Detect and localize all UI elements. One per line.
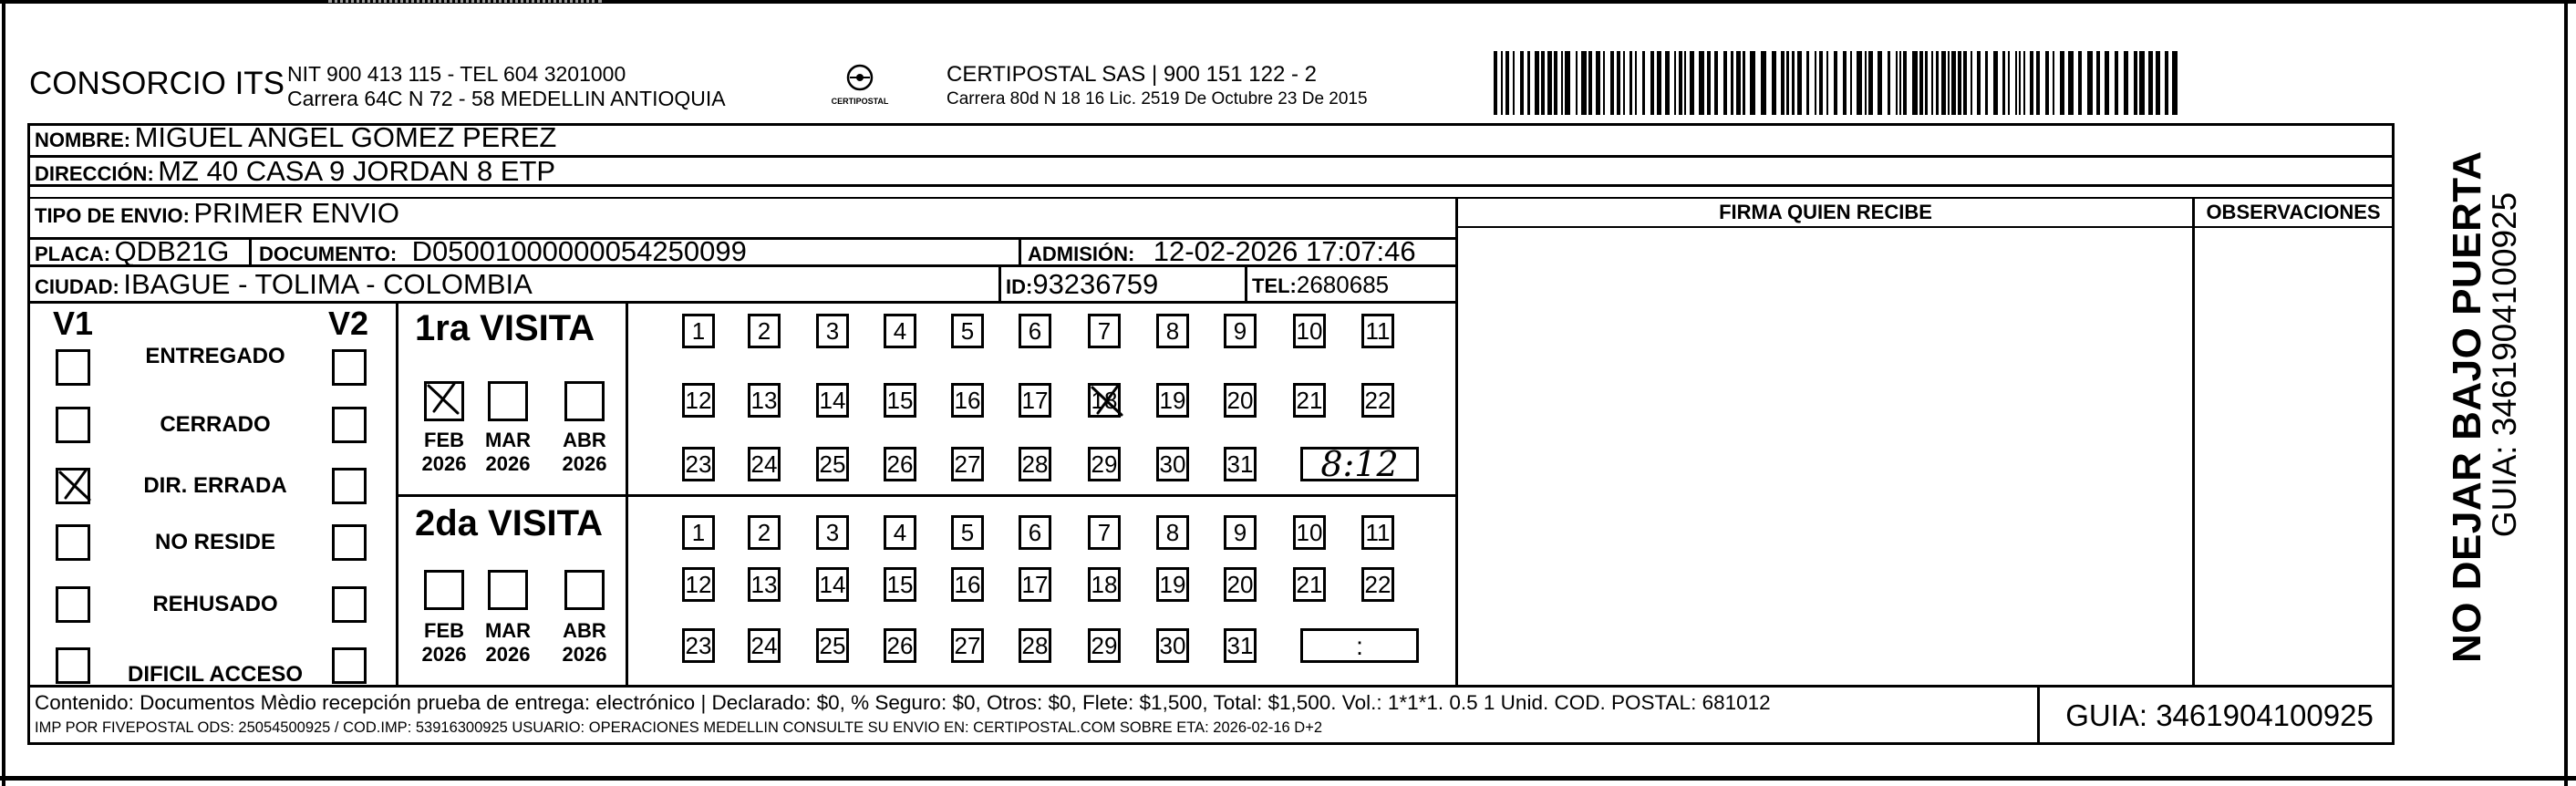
day-checkbox[interactable]: 2 xyxy=(748,515,781,550)
day-checkbox[interactable]: 5 xyxy=(951,515,984,550)
day-checkbox[interactable]: 11 xyxy=(1361,314,1394,348)
day-checkbox[interactable]: 30 xyxy=(1156,628,1189,663)
logo-text: CERTIPOSTAL xyxy=(831,97,889,106)
carrier-address: Carrera 80d N 18 16 Lic. 2519 De Octubre 23 De 2015 xyxy=(947,89,1368,109)
day-checkbox[interactable]: 11 xyxy=(1361,515,1394,550)
day-checkbox[interactable]: 26 xyxy=(884,447,916,481)
placa-value: QDB21G xyxy=(114,235,230,267)
day-checkbox[interactable]: 16 xyxy=(951,567,984,602)
ciudad-cell xyxy=(35,268,533,301)
no-dejar-bajo-puerta: NO DEJAR BAJO PUERTA xyxy=(2445,150,2489,663)
month-checkbox[interactable] xyxy=(424,381,464,421)
id-label: ID: xyxy=(1006,275,1033,298)
status-label: ENTREGADO xyxy=(145,344,285,368)
day-checkbox[interactable]: 28 xyxy=(1019,628,1051,663)
month-name: ABR xyxy=(563,429,606,451)
firma-header: FIRMA QUIEN RECIBE xyxy=(1719,201,1932,223)
v1-checkbox[interactable] xyxy=(56,586,90,623)
month-label xyxy=(557,619,612,667)
day-checkbox[interactable]: 24 xyxy=(748,447,781,481)
documento-cell xyxy=(259,235,747,268)
nombre-value: MIGUEL ANGEL GOMEZ PEREZ xyxy=(134,121,557,153)
right-edge-line xyxy=(2564,0,2568,786)
day-checkbox[interactable]: 23 xyxy=(682,447,715,481)
day-checkbox[interactable]: 20 xyxy=(1224,383,1257,418)
tipo-row xyxy=(35,197,399,230)
day-checkbox[interactable]: 23 xyxy=(682,628,715,663)
month-year: 2026 xyxy=(562,643,607,666)
status-label: NO RESIDE xyxy=(154,530,276,554)
day-checkbox[interactable]: 22 xyxy=(1361,383,1394,418)
day-checkbox[interactable]: 15 xyxy=(884,383,916,418)
day-checkbox[interactable]: 8 xyxy=(1156,515,1189,550)
status-label: CERRADO xyxy=(160,412,271,437)
day-checkbox[interactable]: 18 xyxy=(1088,383,1121,418)
handwritten-x-icon xyxy=(1087,380,1129,422)
day-checkbox[interactable]: 28 xyxy=(1019,447,1051,481)
carrier-name: CERTIPOSTAL SAS | 900 151 122 - 2 xyxy=(947,62,1317,87)
day-checkbox[interactable]: 1 xyxy=(682,515,715,550)
day-checkbox[interactable]: 9 xyxy=(1224,515,1257,550)
direccion-row xyxy=(35,155,555,188)
v2-checkbox[interactable] xyxy=(332,647,367,684)
day-checkbox[interactable]: 19 xyxy=(1156,567,1189,602)
v2-checkbox[interactable] xyxy=(332,586,367,623)
month-name: MAR xyxy=(484,429,532,451)
day-checkbox[interactable]: 10 xyxy=(1293,515,1326,550)
tel-value: 2680685 xyxy=(1296,271,1390,298)
tel-label: TEL: xyxy=(1252,274,1297,297)
day-checkbox[interactable]: 9 xyxy=(1224,314,1257,348)
day-checkbox[interactable]: 13 xyxy=(748,383,781,418)
status-label: DIFICIL ACCESO xyxy=(127,662,303,687)
time-field[interactable]: : xyxy=(1300,628,1419,663)
day-checkbox[interactable]: 4 xyxy=(884,515,916,550)
v1-label: V1 xyxy=(53,305,94,342)
day-checkbox[interactable]: 29 xyxy=(1088,447,1121,481)
day-checkbox[interactable]: 6 xyxy=(1019,314,1051,348)
v2-checkbox[interactable] xyxy=(332,407,367,443)
day-checkbox[interactable]: 19 xyxy=(1156,383,1189,418)
handwritten-x-icon xyxy=(55,465,97,507)
day-checkbox[interactable]: 12 xyxy=(682,567,715,602)
day-checkbox[interactable]: 6 xyxy=(1019,515,1051,550)
day-checkbox[interactable]: 30 xyxy=(1156,447,1189,481)
v1-checkbox[interactable] xyxy=(56,647,90,684)
day-checkbox[interactable]: 10 xyxy=(1293,314,1326,348)
admision-cell xyxy=(1028,235,1416,268)
day-checkbox[interactable]: 21 xyxy=(1293,383,1326,418)
tel-cell xyxy=(1252,271,1389,299)
company-address: Carrera 64C N 72 - 58 MEDELLIN ANTIOQUIA xyxy=(287,87,726,110)
ciudad-value: IBAGUE - TOLIMA - COLOMBIA xyxy=(123,268,533,300)
day-checkbox[interactable]: 25 xyxy=(816,447,849,481)
day-checkbox[interactable]: 31 xyxy=(1224,447,1257,481)
month-year: 2026 xyxy=(485,643,531,666)
day-checkbox[interactable]: 25 xyxy=(816,628,849,663)
v2-label: V2 xyxy=(328,305,369,342)
id-cell xyxy=(1006,268,1158,301)
id-value: 93236759 xyxy=(1032,268,1159,300)
scan-mark xyxy=(328,0,602,3)
day-checkbox[interactable]: 27 xyxy=(951,628,984,663)
admision-value: 12-02-2026 17:07:46 xyxy=(1153,235,1416,267)
barcode-icon xyxy=(1494,51,2179,115)
footer-guia: GUIA: 3461904100925 xyxy=(2065,698,2374,732)
bottom-edge-line xyxy=(0,776,2576,781)
time-field[interactable]: 8:12 xyxy=(1300,447,1419,481)
month-name: ABR xyxy=(563,619,606,642)
observaciones-header: OBSERVACIONES xyxy=(2206,201,2381,223)
admision-label: ADMISIÓN: xyxy=(1028,243,1135,265)
v2-checkbox[interactable] xyxy=(332,349,367,386)
day-checkbox[interactable]: 2 xyxy=(748,314,781,348)
day-checkbox[interactable]: 7 xyxy=(1088,314,1121,348)
month-label xyxy=(557,429,612,476)
v1-checkbox[interactable] xyxy=(56,407,90,443)
month-checkbox[interactable] xyxy=(488,570,528,610)
side-guia: GUIA: 3461904100925 xyxy=(2486,191,2523,538)
status-label: DIR. ERRADA xyxy=(143,473,287,498)
month-name: FEB xyxy=(424,429,464,451)
nombre-row xyxy=(35,121,556,154)
day-checkbox[interactable]: 3 xyxy=(816,314,849,348)
footer-imp: IMP POR FIVEPOSTAL ODS: 25054500925 / COD.IMP: 53916300925 USUARIO: OPERACIONES MEDELLIN CONSULTE SU ENVIO EN: CERTIPOSTAL.COM SOBRE ETA: 2026-02-16 D+2 xyxy=(35,719,1323,736)
day-checkbox[interactable]: 13 xyxy=(748,567,781,602)
day-checkbox[interactable]: 29 xyxy=(1088,628,1121,663)
second-visit-title: 2da VISITA xyxy=(415,503,603,543)
month-checkbox[interactable] xyxy=(488,381,528,421)
day-checkbox[interactable]: 14 xyxy=(816,383,849,418)
day-checkbox[interactable]: 8 xyxy=(1156,314,1189,348)
ciudad-label: CIUDAD: xyxy=(35,275,119,298)
month-checkbox[interactable] xyxy=(564,381,605,421)
v2-checkbox[interactable] xyxy=(332,524,367,561)
first-visit-title: 1ra VISITA xyxy=(415,308,595,348)
day-checkbox[interactable]: 14 xyxy=(816,567,849,602)
side-vertical-block xyxy=(2405,150,2523,663)
month-name: FEB xyxy=(424,619,464,642)
v1-checkbox[interactable] xyxy=(56,524,90,561)
day-checkbox[interactable]: 24 xyxy=(748,628,781,663)
day-checkbox[interactable]: 3 xyxy=(816,515,849,550)
barcode xyxy=(1494,51,2179,115)
carrier-logo xyxy=(833,62,887,111)
day-checkbox[interactable]: 7 xyxy=(1088,515,1121,550)
day-checkbox[interactable]: 27 xyxy=(951,447,984,481)
day-checkbox[interactable]: 5 xyxy=(951,314,984,348)
placa-cell xyxy=(35,235,229,268)
company-nit: NIT 900 413 115 - TEL 604 3201000 xyxy=(287,62,626,86)
day-checkbox[interactable]: 17 xyxy=(1019,383,1051,418)
month-year: 2026 xyxy=(421,643,467,666)
v1-checkbox[interactable] xyxy=(56,349,90,386)
month-checkbox[interactable] xyxy=(564,570,605,610)
documento-label: DOCUMENTO: xyxy=(259,243,398,265)
footer-contenido: Contenido: Documentos Mèdio recepción prueba de entrega: electrónico | Declarado: $0, % Seguro: $0, Otros: $0, Flete: $1,500, Total: $1,500. Vol.: 1*1*1. 0.5 1 Unid. COD. POSTAL: 681012 xyxy=(35,691,1771,714)
day-checkbox[interactable]: 15 xyxy=(884,567,916,602)
day-checkbox[interactable]: 26 xyxy=(884,628,916,663)
month-label xyxy=(417,619,471,667)
v2-checkbox[interactable] xyxy=(332,468,367,504)
direccion-value: MZ 40 CASA 9 JORDAN 8 ETP xyxy=(158,155,556,187)
tipo-label: TIPO DE ENVIO: xyxy=(35,204,190,227)
day-checkbox[interactable]: 16 xyxy=(951,383,984,418)
tipo-value: PRIMER ENVIO xyxy=(193,197,400,229)
day-checkbox[interactable]: 18 xyxy=(1088,567,1121,602)
day-checkbox[interactable]: 4 xyxy=(884,314,916,348)
status-label: REHUSADO xyxy=(152,592,278,616)
company-name: CONSORCIO ITS xyxy=(29,66,285,101)
left-edge-line xyxy=(2,0,5,786)
day-checkbox[interactable]: 22 xyxy=(1361,567,1394,602)
month-label xyxy=(417,429,471,476)
v1-checkbox[interactable] xyxy=(56,468,90,504)
handwritten-x-icon xyxy=(423,378,465,420)
day-checkbox[interactable]: 12 xyxy=(682,383,715,418)
month-year: 2026 xyxy=(485,452,531,475)
day-checkbox[interactable]: 31 xyxy=(1224,628,1257,663)
day-checkbox[interactable]: 17 xyxy=(1019,567,1051,602)
month-checkbox[interactable] xyxy=(424,570,464,610)
placa-label: PLACA: xyxy=(35,243,111,265)
documento-value: D05001000000054250099 xyxy=(411,235,747,267)
month-label xyxy=(481,429,535,476)
day-checkbox[interactable]: 20 xyxy=(1224,567,1257,602)
direccion-label: DIRECCIÓN: xyxy=(35,162,154,185)
month-year: 2026 xyxy=(562,452,607,475)
nombre-label: NOMBRE: xyxy=(35,129,131,151)
day-checkbox[interactable]: 21 xyxy=(1293,567,1326,602)
day-checkbox[interactable]: 1 xyxy=(682,314,715,348)
month-year: 2026 xyxy=(421,452,467,475)
month-name: MAR xyxy=(484,619,532,642)
month-label xyxy=(481,619,535,667)
